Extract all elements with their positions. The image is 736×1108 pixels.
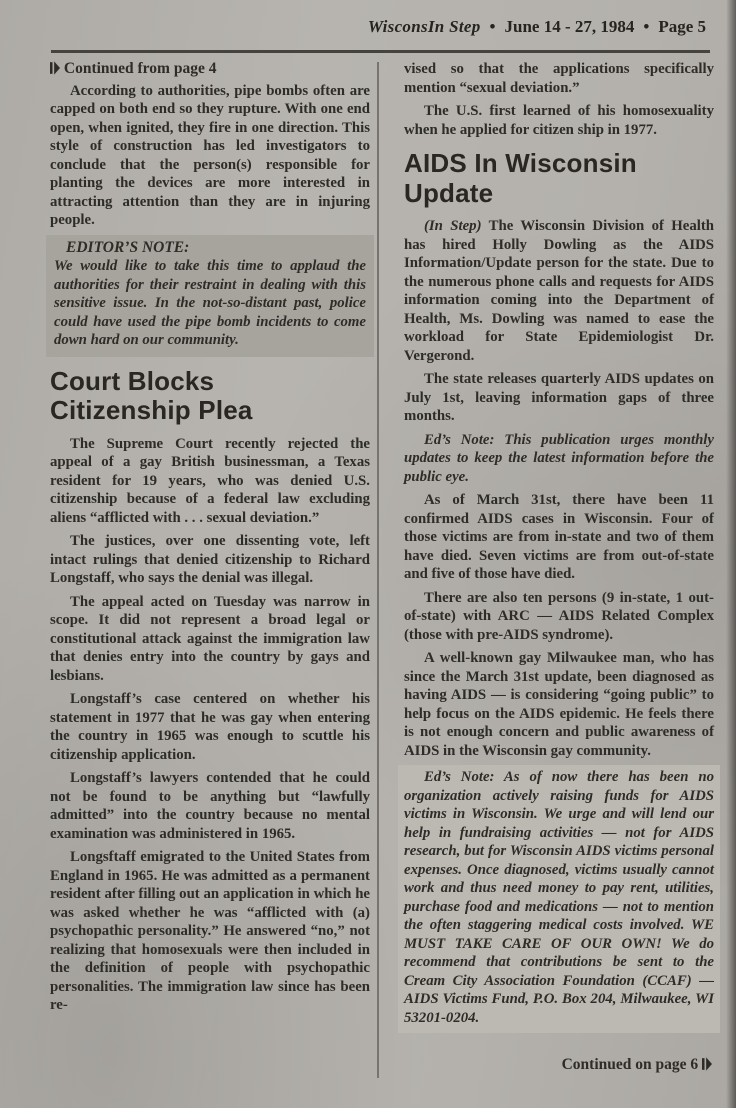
paragraph-text: The Wisconsin Division of Health has hired Holly Dowling as the AIDS Information/Update person for the state. Due to the numerous phone calls and requests for AIDS information coming into the Department of Health, Ms. Dowling was named to ease the workload for State Epidemiologist Dr. Vergerond. xyxy=(404,218,714,364)
eds-note-paragraph: Ed’s Note: This publication urges monthly updates to keep the latest information before the public eye. xyxy=(404,431,714,485)
continuation-paragraph: The U.S. first learned of his homosexuality when he applied for citizen ship in 1977. xyxy=(404,103,714,138)
editors-note-body: We would like to take this time to applaud the authorities for their restraint in dealing with this sensitive issue. In the not-so-distant past, police could have used the pipe bomb incidents to come down hard on our community. xyxy=(54,258,366,348)
article-paragraph: According to authorities, pipe bombs often are capped on both end so they rupture. With one end open, when ignited, they fire in one direction. This style of construction has led investigators to conclude that the person(s) responsible for planting the devices are more interested in attracting attention than they are in injuring people. xyxy=(50,82,370,228)
article-paragraph: The Supreme Court recently rejected the appeal of a gay British businessman, a Texas resident for 19 years, who was denied U.S. citizenship because of a federal law excluding aliens “afflicted with . . . sexual deviation.” xyxy=(50,435,370,526)
article-paragraph xyxy=(404,217,714,365)
continued-from-line xyxy=(50,60,370,79)
in-step-credit: (In Step) xyxy=(424,218,482,234)
editors-note-box xyxy=(46,235,374,357)
page-number: Page 5 xyxy=(658,17,706,36)
headline-line: AIDS In Wisconsin xyxy=(404,148,637,178)
headline-court-blocks-citizenship-plea xyxy=(50,367,370,426)
header-rule xyxy=(51,50,710,53)
continued-from-text: Continued from page 4 xyxy=(63,60,217,77)
article-paragraph: Longstaff’s lawyers contended that he could not be found to be anything but “lawfully admitted” into the country because no mental examination was administered in 1965. xyxy=(50,770,370,842)
publication-name: WisconsIn Step xyxy=(367,17,481,36)
article-paragraph: As of March 31st, there have been 11 confirmed AIDS cases in Wisconsin. Four of those victims are from in-state and two of them have died. Seven victims are from out-of-state and five of those have died. xyxy=(404,492,714,582)
article-paragraph: The justices, over one dissenting vote, left intact rulings that denied citizenship to Richard Longstaff, who says the denial was illegal. xyxy=(50,533,370,586)
continuation-paragraph: vised so that the applications specifically mention “sexual deviation.” xyxy=(404,61,714,96)
headline-line: Update xyxy=(404,177,494,208)
jump-arrow-icon xyxy=(50,60,60,79)
left-column xyxy=(50,60,370,1020)
continued-on-line xyxy=(562,1056,712,1075)
jump-arrow-icon xyxy=(702,1056,712,1075)
headline-aids-in-wisconsin-update xyxy=(404,149,714,208)
article-paragraph: The appeal acted on Tuesday was narrow in scope. It did not represent a broad legal or constitutional attack against the immigration law that denies entry into the country by gays and lesbians. xyxy=(50,593,370,684)
article-paragraph: A well-known gay Milwaukee man, who has since the March 31st update, been diagnosed as having AIDS — is considering “going public” to help focus on the AIDS epidemic. He feels there is not enough concern and public awareness of AIDS in the Wisconsin gay community. xyxy=(404,650,714,759)
page-header xyxy=(300,17,706,37)
editors-note-title: EDITOR’S NOTE: xyxy=(66,238,190,256)
eds-note-fundraising-box: Ed’s Note: As of now there has been no organization actively raising funds for AIDS victims in Wisconsin. We urge and will lend our help in fundraising activities — not for AIDS research, but for Wisconsin AIDS victims personal expenses. Once diagnosed, victims usually cannot work and thus need money to pay rent, utilities, purchase food and medications — not to mention the often staggering medical costs involved. WE MUST TAKE CARE OF OUR OWN! We do recommend that contributions be sent to the Cream City Association Foundation (CCAF) — AIDS Victims Fund, P.O. Box 204, Milwaukee, WI 53201-0204. xyxy=(398,765,720,1033)
headline-line: Citizenship Plea xyxy=(50,395,253,425)
article-paragraph: There are also ten persons (9 in-state, 1 out-of-state) with ARC — AIDS Related Complex (those with pre-AIDS syndrome). xyxy=(404,589,714,643)
right-column xyxy=(404,60,714,1080)
article-paragraph: Longsftaff emigrated to the United States from England in 1965. He was admitted as a permanent resident after filling out an application in which he was asked whether he was “afflicted with (a) psychopathic personality.” He answered “no,” not realizing that homosexuals were then included in the definition of people with psychopathic personalities. The immigration law since has been re- xyxy=(50,849,370,1013)
article-paragraph: The state releases quarterly AIDS updates on July 1st, leaving information gaps of three months. xyxy=(404,371,714,424)
headline-line: Court Blocks xyxy=(50,365,215,396)
column-divider xyxy=(377,62,379,1078)
header-bullet: • xyxy=(643,17,650,36)
issue-date: June 14 - 27, 1984 xyxy=(504,17,635,36)
continued-on-text: Continued on page 6 xyxy=(561,1055,699,1073)
article-paragraph: Longstaff’s case centered on whether his statement in 1977 that he was gay when entering the country in 1965 was enough to scuttle his citizenship application. xyxy=(50,691,370,763)
header-bullet: • xyxy=(489,17,496,36)
